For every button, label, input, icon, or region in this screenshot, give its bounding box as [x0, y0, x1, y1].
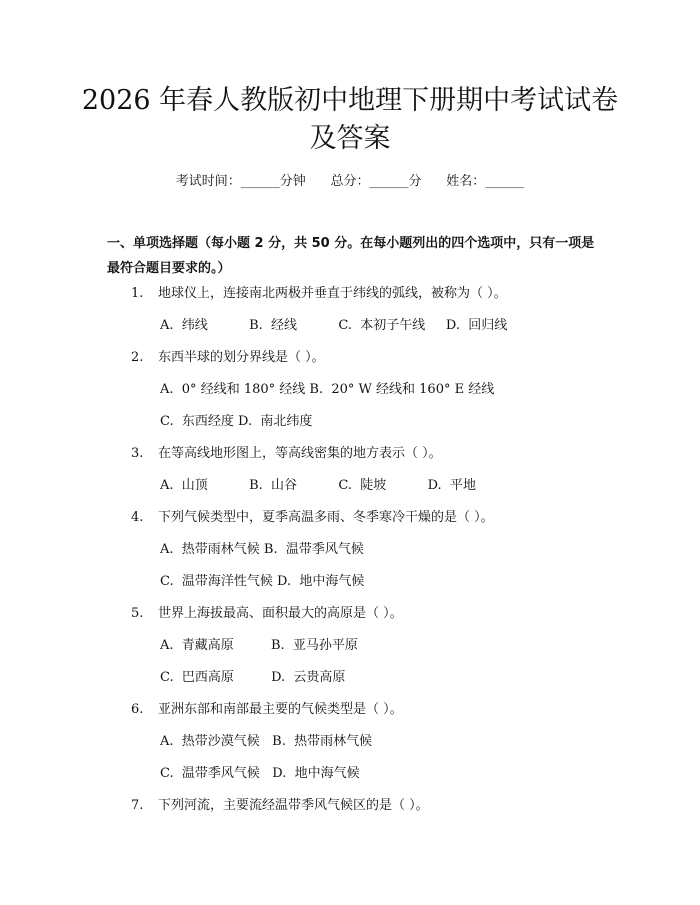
question-6-options-row-2: C. 温带季风气候 D. 地中海气候: [160, 766, 360, 781]
question-stem: 亚洲东部和南部最主要的气候类型是（ ）。: [158, 702, 403, 717]
exam-info: 考试时间：______分钟 总分：______分 姓名：______: [175, 174, 525, 189]
question-2-options-row-2: C. 东西经度 D. 南北纬度: [160, 414, 313, 429]
question-2-options-row-1: A. 0° 经线和 180° 经线 B. 20° W 经线和 160° E 经线: [160, 382, 495, 397]
question-number: 7.: [131, 798, 144, 813]
page-title: 2026 年春人教版初中地理下册期中考试试卷: [81, 85, 619, 116]
question-3: [131, 442, 442, 461]
question-number: 6.: [131, 702, 144, 717]
question-number: 4.: [131, 510, 144, 525]
question-6-options-row-1: A. 热带沙漠气候 B. 热带雨林气候: [160, 734, 373, 749]
page-title-continued: 及答案: [309, 123, 391, 154]
question-number: 1.: [131, 286, 144, 301]
question-5: [131, 602, 403, 621]
question-6: [131, 698, 403, 717]
question-4-options-row-1: A. 热带雨林气候 B. 温带季风气候: [160, 542, 364, 557]
section-heading: 一、单项选择题（每小题 2 分，共 50 分。在每小题列出的四个选项中，只有一项是最符合题目要求的。）: [107, 236, 595, 276]
question-1: [131, 282, 507, 301]
question-4-options-row-2: C. 温带海洋性气候 D. 地中海气候: [160, 574, 365, 589]
question-7: [131, 794, 429, 813]
question-1-options: A. 纬线 B. 经线 C. 本初子午线 D. 回归线: [160, 318, 508, 333]
question-stem: 在等高线地形图上，等高线密集的地方表示（ ）。: [158, 446, 442, 461]
question-5-options-row-2: C. 巴西高原 D. 云贵高原: [160, 670, 346, 685]
question-3-options: A. 山顶 B. 山谷 C. 陡坡 D. 平地: [160, 478, 476, 493]
question-5-options-row-1: A. 青藏高原 B. 亚马孙平原: [160, 638, 358, 653]
question-stem: 下列河流，主要流经温带季风气候区的是（ ）。: [158, 798, 429, 813]
question-stem: 下列气候类型中，夏季高温多雨、冬季寒冷干燥的是（ ）。: [158, 510, 494, 525]
question-stem: 东西半球的划分界线是（ ）。: [158, 350, 325, 365]
question-number: 3.: [131, 446, 144, 461]
question-2: [131, 346, 325, 365]
question-stem: 地球仪上，连接南北两极并垂直于纬线的弧线，被称为（ ）。: [158, 286, 507, 301]
question-4: [131, 506, 494, 525]
question-number: 2.: [131, 350, 144, 365]
question-stem: 世界上海拔最高、面积最大的高原是（ ）。: [158, 606, 403, 621]
question-number: 5.: [131, 606, 144, 621]
